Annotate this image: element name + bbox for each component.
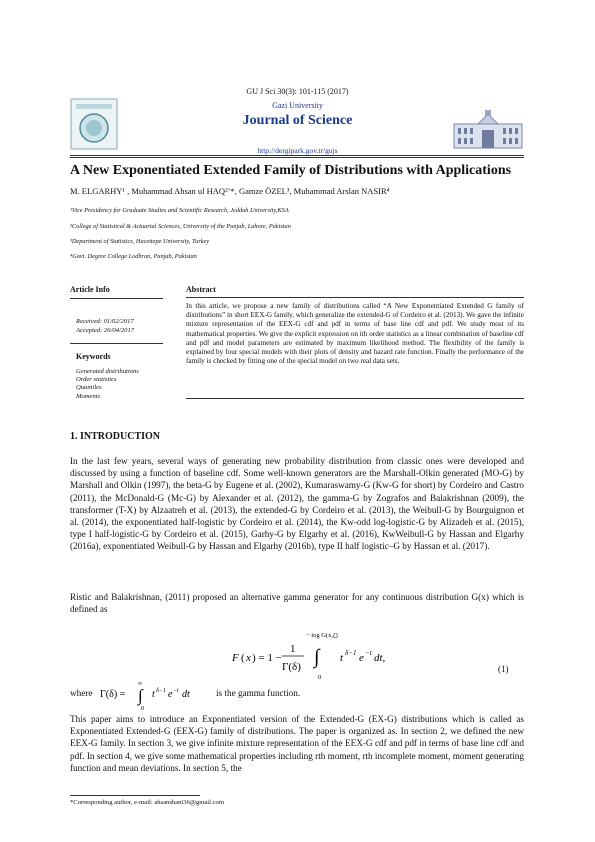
svg-text:−t: −t bbox=[365, 649, 372, 657]
affiliation-1: ¹Vice Presidency for Graduate Studies and Scientific Research, Jeddah University,KSA bbox=[70, 207, 289, 214]
svg-text:− log G(x,ζ): − log G(x,ζ) bbox=[306, 633, 338, 639]
journal-url-link[interactable]: http://dergipark.gov.tr/gujs bbox=[257, 146, 338, 155]
footnote-rule bbox=[70, 795, 200, 796]
svg-text:∫: ∫ bbox=[314, 646, 320, 668]
accepted-date: Accepted: 26/04/2017 bbox=[76, 327, 135, 334]
svg-text:dt: dt bbox=[182, 689, 190, 700]
keyword-list bbox=[76, 368, 139, 401]
gamma-definition bbox=[70, 680, 524, 710]
article-info-heading: Article Info bbox=[70, 285, 110, 294]
journal-reference: GU J Sci 30(3): 101-115 (2017) bbox=[246, 87, 349, 96]
keyword-item: Generated distributions bbox=[76, 368, 139, 375]
abstract-rule bbox=[186, 297, 524, 298]
received-date: Received: 01/02/2017 bbox=[76, 318, 134, 325]
intro-paragraph-2: Ristic and Balakrishnan, (2011) proposed an alternative gamma generator for any continuous distribution G(x) which is defined as bbox=[70, 592, 524, 615]
where-prefix: where bbox=[70, 688, 93, 698]
affiliation-4: ⁴Govt. Degree College Lodhran, Punjab, Pakistan bbox=[70, 253, 197, 260]
affiliation-2: ²College of Statistical & Actuarial Sciences, University of the Punjab, Lahore, Pakistan bbox=[70, 223, 291, 230]
svg-text:δ−1: δ−1 bbox=[156, 688, 166, 694]
intro-paragraph-3: This paper aims to introduce an Exponentiated version of the Extended-G (EX-G) distributions which is called as Exponentiated Extended-G (EEX-G) family of distributions. The paper is organized as. In section 2, we defined the new EEX-G family. In section 3, we give infinite mixture representation of the EEX-G cdf and pdf in terms of base line cdf and pdf. In section 4, we give some mathematical properties including rth moment, rth incomplete moment, moment generating function and mean deviations. In section 5, the bbox=[70, 714, 524, 773]
affiliation-3: ³Department of Statistics, Hacettepe University, Turkey bbox=[70, 238, 210, 245]
paper-title: A New Exponentiated Extended Family of Distributions with Applications bbox=[70, 163, 512, 178]
university-name: Gazi University bbox=[272, 101, 323, 110]
svg-text:∞: ∞ bbox=[138, 681, 143, 687]
university-building-logo bbox=[452, 110, 524, 150]
journal-name: Journal of Science bbox=[242, 113, 353, 128]
section-heading: 1. INTRODUCTION bbox=[70, 431, 161, 442]
abstract-bottom-rule bbox=[186, 398, 524, 399]
svg-text:0: 0 bbox=[141, 706, 144, 710]
svg-text:t: t bbox=[152, 689, 155, 700]
svg-text:Γ(δ): Γ(δ) bbox=[282, 661, 301, 673]
svg-text:x: x bbox=[246, 652, 251, 664]
svg-text:−t: −t bbox=[173, 688, 179, 694]
svg-text:) = 1 −: ) = 1 − bbox=[252, 652, 282, 664]
keyword-item: Quantiles bbox=[76, 384, 102, 392]
svg-text:dt,: dt, bbox=[374, 652, 386, 664]
svg-text:(: ( bbox=[241, 652, 245, 664]
header-divider-double bbox=[70, 157, 524, 158]
svg-text:1: 1 bbox=[290, 643, 296, 655]
keywords-heading: Keywords bbox=[76, 352, 111, 361]
svg-text:0: 0 bbox=[318, 674, 322, 681]
equation-number: (1) bbox=[498, 664, 509, 674]
article-info-rule bbox=[70, 298, 163, 299]
abstract-text: In this article, we propose a new family of distributions called “A New Exponentiated Extended G family of distributions” in short EEX-G family, which generalize the extended-G of Cordeiro et al. (2013). We gave the infinite mixture representation of the EEX-G cdf and pdf in terms of base line cdf and pdf. We study most of its mathematical properties. We give the explicit expression on ith order statistics as a linear combination of baseline cdf and pdf and model parameters are estimated by maximum likelihood method. The flexibility of the family is explained by four special models with their plots of density and hazard rate function. Finally the performance of the family is checked by fitting one of the special model on two real data sets. bbox=[186, 302, 524, 366]
svg-text:e: e bbox=[359, 652, 364, 664]
svg-text:F: F bbox=[232, 652, 239, 664]
keyword-item: Moments bbox=[76, 392, 101, 400]
keyword-item: Order statistics bbox=[76, 376, 117, 384]
svg-text:δ−1: δ−1 bbox=[345, 649, 357, 657]
intro-paragraph-1: In the last few years, several ways of generating new probability distribution from classic ones were developed and discussed by using a function of baseline cdf. Some well-known generators are the Marshall-Olkin generated (MO-G) by Marshall and Olkin (1997), the beta-G by Eugene et al. (2002), Kumaraswamy-G (Kw-G for short) by Cordeiro and Castro (2011), the McDonald-G (Mc-G) by Alexander et al. (2012), the gamma-G by Zografos and Balakrishnan (2009), the transformer (T-X) by Alzaatreh et al. (2013), the extended-G by Cordeiro et al. (2013), the Weibull-G by Bourguignon et al. (2014), the exponentiated half-logistic by Cordeiro et al. (2014), the Kw-odd log-logistic-G by Alizadeh et al. (2015), type I half-logistic-G by Cordeiro et al. (2015), Garhy-G by Elgarhy et al. (2016), KwWeibull-G by Hassan and Elgarhy (2016a), exponentiated Weibull-G by Hassan and Elgarhy (2016b), type II half logistic–G by Hassan et al. (2017). bbox=[70, 456, 524, 552]
svg-text:∫: ∫ bbox=[138, 686, 143, 705]
where-suffix: is the gamma function. bbox=[216, 688, 301, 698]
svg-text:t: t bbox=[340, 652, 344, 664]
header-divider bbox=[70, 155, 524, 156]
abstract-heading: Abstract bbox=[186, 285, 216, 294]
corresponding-author-footnote: *Corresponding author, e-mail: ahsanshani36@gmail.com bbox=[70, 799, 224, 806]
svg-text:Γ(δ) =: Γ(δ) = bbox=[100, 689, 126, 700]
svg-text:e: e bbox=[168, 689, 173, 700]
equation-1 bbox=[0, 633, 595, 683]
article-info-rule-2 bbox=[70, 343, 163, 344]
author-list: M. ELGARHY¹ , Muhammad Ahsan ul HAQ²’*, Gamze ÖZEL³, Muhammad Arslan NASIR⁴ bbox=[70, 186, 390, 196]
